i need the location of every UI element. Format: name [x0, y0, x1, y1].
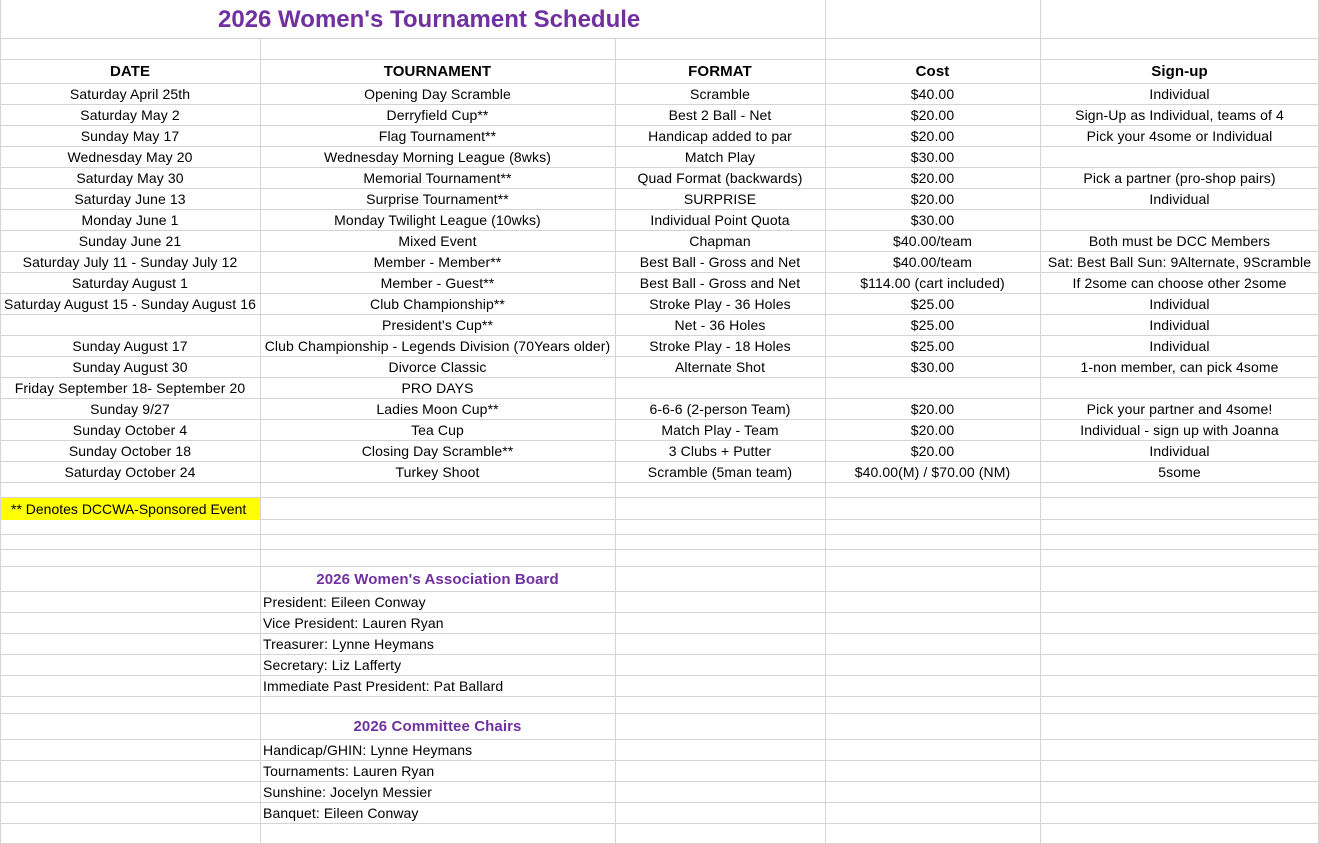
cell-signup[interactable]: Individual — [1149, 191, 1210, 207]
cell-tournament[interactable]: Tea Cup — [411, 422, 464, 438]
cell-format[interactable]: Match Play — [684, 149, 756, 165]
cell-date[interactable]: Saturday August 15 - Sunday August 16 — [4, 296, 256, 312]
cell-cost[interactable]: $25.00 — [910, 317, 955, 333]
cell-tournament[interactable]: Closing Day Scramble** — [361, 443, 514, 459]
cell-cost[interactable]: $20.00 — [910, 191, 955, 207]
cell-tournament[interactable]: Surprise Tournament** — [366, 191, 509, 207]
table-row — [0, 273, 1319, 294]
cell-signup[interactable]: Both must be DCC Members — [1088, 233, 1271, 249]
cell-date[interactable]: Saturday June 13 — [74, 191, 186, 207]
cell-format[interactable]: Chapman — [689, 233, 751, 249]
committee-member[interactable]: Sunshine: Jocelyn Messier — [263, 784, 433, 800]
cell-date[interactable]: Wednesday May 20 — [67, 149, 193, 165]
cell-signup[interactable] — [1040, 147, 1319, 167]
board-row — [0, 634, 1319, 655]
cell-format[interactable]: Scramble (5man team) — [647, 464, 793, 480]
cell-date[interactable]: Sunday August 30 — [72, 359, 188, 375]
cell-tournament[interactable]: Wednesday Morning League (8wks) — [324, 149, 551, 165]
cell-date[interactable]: Sunday October 18 — [68, 443, 192, 459]
cell-cost[interactable] — [825, 378, 1040, 398]
cell-signup[interactable]: Pick your 4some or Individual — [1086, 128, 1273, 144]
board-row — [0, 676, 1319, 697]
cell-signup[interactable]: Individual — [1149, 296, 1210, 312]
sponsor-note[interactable]: ** Denotes DCCWA-Sponsored Event — [1, 498, 260, 520]
cell-cost[interactable]: $30.00 — [910, 359, 955, 375]
board-row — [0, 613, 1319, 634]
blank-row — [0, 550, 1319, 567]
cell-date[interactable]: Sunday August 17 — [72, 338, 188, 354]
cell-format[interactable]: SURPRISE — [683, 191, 757, 207]
cell-cost[interactable]: $40.00/team — [893, 254, 972, 270]
header-row — [0, 60, 1319, 84]
cell-tournament[interactable]: Monday Twilight League (10wks) — [334, 212, 541, 228]
cell-tournament[interactable]: Club Championship - Legends Division (70Years older) — [264, 338, 611, 354]
cell-cost[interactable]: $20.00 — [910, 128, 955, 144]
cell-tournament[interactable]: Divorce Classic — [388, 359, 487, 375]
committee-member[interactable]: Banquet: Eileen Conway — [263, 805, 419, 821]
cell-tournament[interactable]: Member - Guest** — [380, 275, 495, 291]
cell-cost[interactable]: $20.00 — [910, 443, 955, 459]
cell-format[interactable] — [615, 378, 825, 398]
board-member[interactable]: Vice President: Lauren Ryan — [263, 615, 444, 631]
cell-signup[interactable]: Individual — [1149, 338, 1210, 354]
table-row — [0, 315, 1319, 336]
cell-tournament[interactable]: Flag Tournament** — [378, 128, 497, 144]
committee-member[interactable]: Handicap/GHIN: Lynne Heymans — [263, 742, 473, 758]
table-row — [0, 420, 1319, 441]
cell-signup[interactable]: Pick a partner (pro-shop pairs) — [1083, 170, 1276, 186]
cell-format[interactable]: Best Ball - Gross and Net — [639, 254, 801, 270]
cell-tournament[interactable]: Memorial Tournament** — [363, 170, 512, 186]
table-row — [0, 147, 1319, 168]
committee-heading[interactable]: 2026 Committee Chairs — [353, 718, 522, 735]
board-row — [0, 592, 1319, 613]
cell-format[interactable]: Best 2 Ball - Net — [668, 107, 772, 123]
header-tournament[interactable]: TOURNAMENT — [383, 63, 492, 80]
cell-format[interactable]: Match Play - Team — [661, 422, 779, 438]
table-row — [0, 336, 1319, 357]
board-heading[interactable]: 2026 Women's Association Board — [316, 570, 559, 588]
table-row — [0, 105, 1319, 126]
cell-cost[interactable]: $30.00 — [910, 149, 955, 165]
blank-row — [0, 483, 1319, 498]
cell-cost[interactable]: $25.00 — [910, 338, 955, 354]
cell-date[interactable]: Saturday October 24 — [64, 464, 196, 480]
cell-date[interactable]: Saturday July 11 - Sunday July 12 — [22, 254, 238, 270]
blank-row — [0, 824, 1319, 844]
header-date[interactable]: DATE — [109, 63, 151, 80]
cell-signup[interactable]: Sign-Up as Individual, teams of 4 — [1075, 107, 1284, 123]
cell-date[interactable]: Saturday August 1 — [71, 275, 189, 291]
committee-member[interactable]: Tournaments: Lauren Ryan — [263, 763, 435, 779]
header-cost[interactable]: Cost — [915, 63, 950, 80]
cell-signup[interactable]: Individual — [1149, 443, 1210, 459]
cell-cost[interactable]: $30.00 — [910, 212, 955, 228]
blank-row — [0, 39, 1319, 60]
cell-date[interactable]: Sunday May 17 — [80, 128, 180, 144]
cell-signup[interactable]: If 2some can choose other 2some — [1072, 275, 1287, 291]
cell-format[interactable]: Handicap added to par — [648, 128, 792, 144]
table-row — [0, 294, 1319, 315]
cell-tournament[interactable]: PRO DAYS — [401, 380, 474, 396]
cell-date[interactable]: Saturday May 30 — [76, 170, 184, 186]
cell-date[interactable]: Saturday May 2 — [80, 107, 180, 123]
cell-format[interactable]: Quad Format (backwards) — [637, 170, 803, 186]
cell-format[interactable]: Alternate Shot — [674, 359, 766, 375]
cell-signup[interactable]: 5some — [1158, 464, 1201, 480]
cell-tournament[interactable]: Derryfield Cup** — [386, 107, 489, 123]
board-member[interactable]: Treasurer: Lynne Heymans — [263, 636, 434, 652]
table-row — [0, 189, 1319, 210]
cell-format[interactable]: Individual Point Quota — [650, 212, 790, 228]
title-row — [0, 0, 1319, 39]
table-row — [0, 168, 1319, 189]
cell-date[interactable]: Sunday June 21 — [78, 233, 182, 249]
cell-date[interactable]: Monday June 1 — [81, 212, 179, 228]
cell-tournament[interactable]: Member - Member** — [373, 254, 502, 270]
cell-signup[interactable] — [1040, 378, 1319, 398]
cell-cost[interactable]: $20.00 — [910, 401, 955, 417]
committee-heading-row — [0, 714, 1319, 740]
table-row — [0, 231, 1319, 252]
cell-tournament[interactable]: Turkey Shoot — [395, 464, 480, 480]
board-member[interactable]: Immediate Past President: Pat Ballard — [263, 678, 504, 694]
table-row — [0, 441, 1319, 462]
board-member[interactable]: President: Eileen Conway — [263, 594, 426, 610]
cell-format[interactable]: Scramble — [690, 86, 750, 102]
board-row — [0, 655, 1319, 676]
header-signup[interactable]: Sign-up — [1151, 63, 1208, 80]
cell-signup[interactable]: Individual - sign up with Joanna — [1080, 422, 1279, 438]
table-row — [0, 378, 1319, 399]
blank-row — [0, 535, 1319, 550]
table-row — [0, 357, 1319, 378]
cell-format[interactable]: 3 Clubs + Putter — [668, 443, 772, 459]
cell-signup[interactable]: Pick your partner and 4some! — [1086, 401, 1273, 417]
board-member[interactable]: Secretary: Liz Lafferty — [263, 657, 402, 673]
committee-row — [0, 782, 1319, 803]
cell-tournament[interactable]: Ladies Moon Cup** — [376, 401, 499, 417]
cell-date[interactable]: Friday September 18- September 20 — [14, 380, 246, 396]
cell-tournament[interactable]: Opening Day Scramble — [364, 86, 511, 102]
table-row — [0, 399, 1319, 420]
cell-tournament[interactable]: Club Championship** — [370, 296, 505, 312]
cell-tournament[interactable]: President's Cup** — [382, 317, 493, 333]
committee-row — [0, 761, 1319, 782]
blank-row — [0, 697, 1319, 714]
blank-row — [0, 520, 1319, 535]
table-row — [0, 210, 1319, 231]
cell-cost[interactable]: $40.00(M) / $70.00 (NM) — [854, 464, 1011, 480]
cell-tournament[interactable]: Mixed Event — [398, 233, 477, 249]
cell-format[interactable]: Stroke Play - 18 Holes — [649, 338, 791, 354]
cell-cost[interactable]: $20.00 — [910, 422, 955, 438]
cell-signup[interactable]: Individual — [1149, 317, 1210, 333]
cell-format[interactable]: Best Ball - Gross and Net — [639, 275, 801, 291]
cell-format[interactable]: 6-6-6 (2-person Team) — [649, 401, 791, 417]
cell-signup[interactable]: Individual — [1149, 86, 1210, 102]
cell-cost[interactable]: $114.00 (cart included) — [860, 275, 1005, 291]
committee-row — [0, 803, 1319, 824]
cell-signup[interactable] — [1040, 210, 1319, 230]
cell-date[interactable]: Saturday April 25th — [69, 86, 191, 102]
cell-date[interactable]: Sunday October 4 — [72, 422, 188, 438]
cell-format[interactable]: Stroke Play - 36 Holes — [649, 296, 791, 312]
table-row — [0, 84, 1319, 105]
table-row — [0, 126, 1319, 147]
cell-date[interactable] — [0, 315, 260, 335]
cell-cost[interactable]: $40.00/team — [893, 233, 972, 249]
cell-signup[interactable]: Sat: Best Ball Sun: 9Alternate, 9Scramble — [1047, 254, 1312, 270]
table-row — [0, 252, 1319, 273]
cell-cost[interactable]: $25.00 — [910, 296, 955, 312]
cell-cost[interactable]: $40.00 — [910, 86, 955, 102]
page-title: 2026 Women's Tournament Schedule — [218, 6, 641, 33]
cell-date[interactable]: Sunday 9/27 — [90, 401, 170, 417]
cell-cost[interactable]: $20.00 — [910, 107, 955, 123]
cell-format[interactable]: Net - 36 Holes — [674, 317, 766, 333]
header-format[interactable]: FORMAT — [688, 63, 752, 80]
cell-cost[interactable]: $20.00 — [910, 170, 955, 186]
table-row — [0, 462, 1319, 483]
board-heading-row — [0, 567, 1319, 592]
cell-signup[interactable]: 1-non member, can pick 4some — [1080, 359, 1279, 375]
committee-row — [0, 740, 1319, 761]
